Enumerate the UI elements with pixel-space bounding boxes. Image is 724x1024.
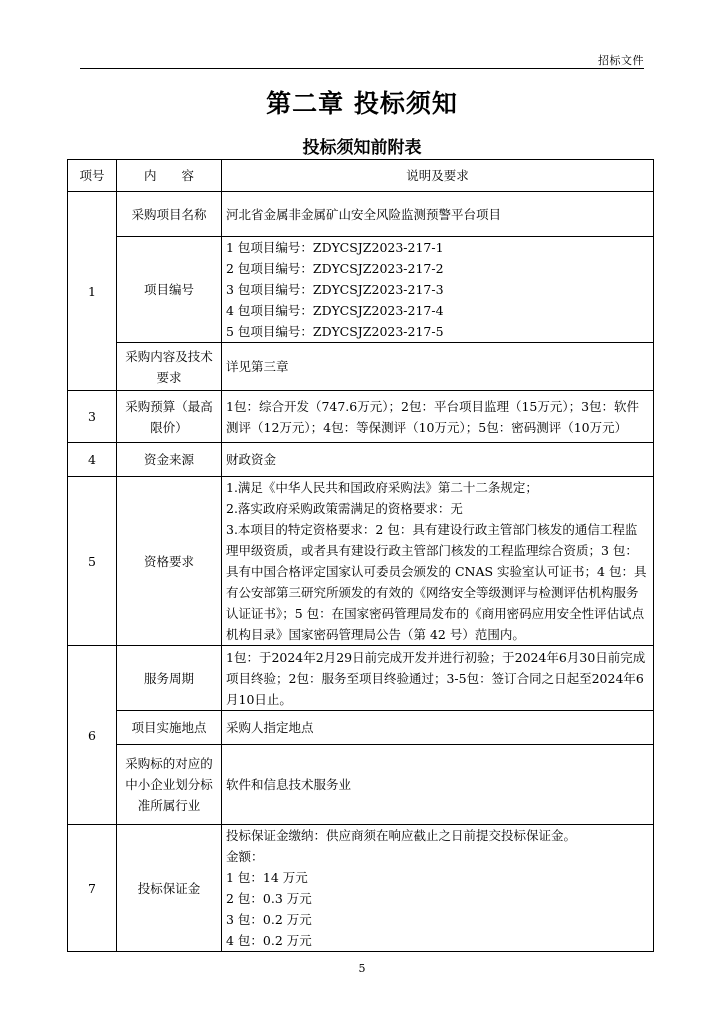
table-title: 投标须知前附表 [302, 138, 422, 158]
item-number: 4 [68, 443, 117, 477]
header-content: 内 容 [117, 160, 222, 192]
item-number: 1 [68, 192, 117, 391]
table-row [68, 391, 654, 443]
project-name-value: 河北省金属非金属矿山安全风险监测预警平台项目 [222, 192, 654, 237]
bid-bond-line: 1 包：14 万元 [226, 870, 308, 885]
table-row [68, 825, 654, 952]
project-code-line: 3 包项目编号：ZDYCSJZ2023-217-3 [226, 282, 444, 297]
document-header-label: 招标文件 [598, 54, 644, 67]
project-code-line: 1 包项目编号：ZDYCSJZ2023-217-1 [226, 240, 444, 255]
row-label: 投标保证金 [117, 825, 222, 952]
bid-bond-line: 3 包：0.2 万元 [226, 912, 312, 927]
row-label: 项目实施地点 [117, 711, 222, 745]
row-label: 服务周期 [117, 646, 222, 711]
table-row [68, 443, 654, 477]
qualification-line: 2.落实政府采购政策需满足的资格要求：无 [226, 501, 463, 516]
page-number: 5 [358, 962, 366, 975]
bid-bond-line: 投标保证金缴纳：供应商须在响应截止之日前提交投标保证金。 [226, 828, 577, 843]
industry-value: 软件和信息技术服务业 [222, 745, 654, 825]
row-label: 采购标的对应的中小企业划分标准所属行业 [117, 745, 222, 825]
qualification-line: 3.本项目的特定资格要求：2 包：具有建设行政主管部门核发的通信工程监理甲级资质，或者具有建设行政主管部门核发的工程监理综合资质；3 包：具有中国合格评定国家认可委员会颁发的 CNAS 实验室认可证书；4 包：具有公安部第三研究所颁发的有效的《网络安全等级测评与检测评估机构服务认证证书》；5 包：在国家密码管理局发布的《商用密码应用安全性评估试点机构目录》国家密码管理局公告（第 42 号）范围内。 [226, 522, 647, 642]
row-label: 资金来源 [117, 443, 222, 477]
bid-bond-cell [222, 825, 654, 952]
qualification-cell [222, 477, 654, 646]
bid-instructions-table [67, 159, 654, 952]
header-rule [80, 68, 644, 69]
bid-bond-line: 金额： [226, 849, 264, 864]
project-codes-cell [222, 237, 654, 343]
budget-value: 1包：综合开发（747.6万元）；2包：平台项目监理（15万元）；3包：软件测评（12万元）；4包：等保测评（10万元）；5包：密码测评（10万元） [222, 391, 654, 443]
bid-bond-line: 4 包：0.2 万元 [226, 933, 312, 948]
project-code-line: 5 包项目编号：ZDYCSJZ2023-217-5 [226, 324, 444, 339]
location-value: 采购人指定地点 [222, 711, 654, 745]
table-row [68, 711, 654, 745]
table-row [68, 745, 654, 825]
project-code-line: 4 包项目编号：ZDYCSJZ2023-217-4 [226, 303, 444, 318]
service-period-value: 1包：于2024年2月29日前完成开发并进行初验；于2024年6月30日前完成项目终验；2包：服务至项目终验通过；3-5包：签订合同之日起至2024年6月10日止。 [222, 646, 654, 711]
item-number: 5 [68, 477, 117, 646]
qualification-line: 1.满足《中华人民共和国政府采购法》第二十二条规定； [226, 480, 538, 495]
content-value: 详见第三章 [222, 343, 654, 391]
item-number: 6 [68, 646, 117, 825]
row-label: 采购预算（最高限价） [117, 391, 222, 443]
header-no: 项号 [68, 160, 117, 192]
fund-source-value: 财政资金 [222, 443, 654, 477]
table-row [68, 237, 654, 343]
item-number: 3 [68, 391, 117, 443]
project-code-line: 2 包项目编号：ZDYCSJZ2023-217-2 [226, 261, 444, 276]
bid-bond-line: 2 包：0.3 万元 [226, 891, 312, 906]
table-row [68, 192, 654, 237]
item-number: 7 [68, 825, 117, 952]
table-row [68, 343, 654, 391]
chapter-title: 第二章 投标须知 [266, 89, 458, 118]
row-label: 项目编号 [117, 237, 222, 343]
header-description: 说明及要求 [222, 160, 654, 192]
table-row [68, 477, 654, 646]
table-row [68, 646, 654, 711]
row-label: 资格要求 [117, 477, 222, 646]
row-label: 采购内容及技术要求 [117, 343, 222, 391]
table-header-row [68, 160, 654, 192]
row-label: 采购项目名称 [117, 192, 222, 237]
